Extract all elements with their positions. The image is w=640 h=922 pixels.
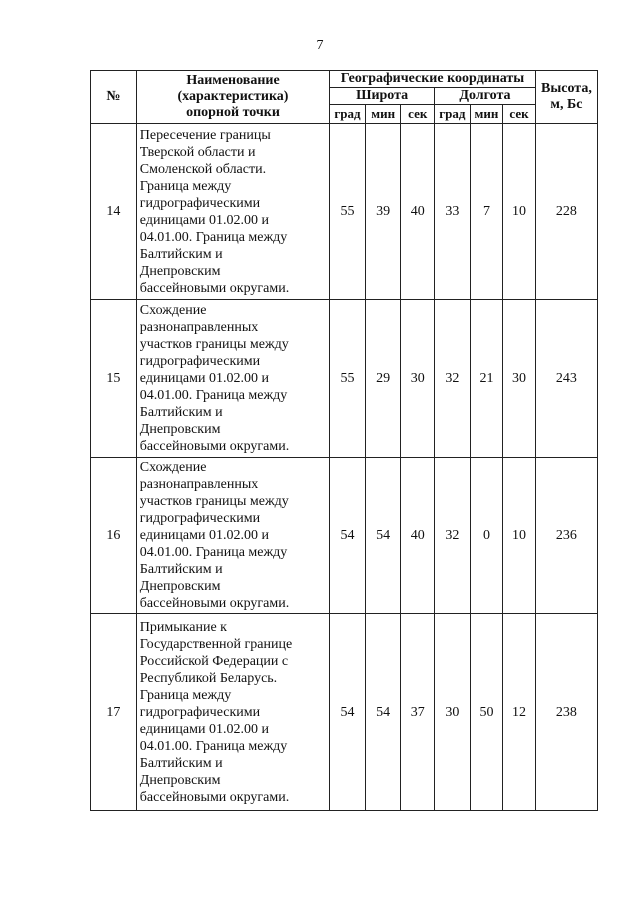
- cell-lat-min: 54: [365, 614, 401, 811]
- header-geo-coordinates: Географические координаты: [330, 71, 536, 88]
- cell-height: 243: [535, 300, 597, 458]
- description-line: бассейновыми округами.: [139, 439, 290, 454]
- description-line: Днепровским: [139, 772, 221, 788]
- row-description: [136, 124, 329, 300]
- description-line: Балтийским и: [139, 246, 223, 262]
- cell-lat-sec: 40: [401, 458, 435, 614]
- header-height-line: Высота,: [540, 81, 592, 96]
- header-unit: сек: [401, 105, 435, 124]
- description-line: единицами 01.02.00 и: [139, 371, 269, 386]
- description-line: Пересечение границы: [139, 127, 271, 143]
- description-line: 04.01.00. Граница между: [139, 545, 288, 560]
- description-line: 04.01.00. Граница между: [139, 738, 288, 754]
- description-line: Республикой Беларусь.: [139, 670, 278, 686]
- cell-lat-sec: 40: [401, 124, 435, 300]
- description-line: Государственной границе: [139, 636, 293, 652]
- description-line: единицами 01.02.00 и: [139, 212, 269, 228]
- description-line: Днепровским: [139, 422, 221, 437]
- row-description: [136, 614, 329, 811]
- description-line: Схождение: [139, 460, 207, 475]
- description-line: Днепровским: [139, 579, 221, 594]
- description-line: участков границы между: [139, 337, 289, 352]
- cell-lat-deg: 54: [330, 458, 366, 614]
- cell-lon-deg: 32: [435, 458, 471, 614]
- cell-height: 236: [535, 458, 597, 614]
- cell-lon-sec: 10: [503, 458, 536, 614]
- cell-lon-min: 7: [470, 124, 503, 300]
- cell-height: 238: [535, 614, 597, 811]
- cell-lon-deg: 30: [435, 614, 471, 811]
- header-height-line: м, Бс: [550, 97, 583, 112]
- description-line: Примыкание к: [139, 619, 227, 635]
- cell-lon-sec: 10: [503, 124, 536, 300]
- cell-lat-min: 39: [365, 124, 401, 300]
- table-row: [91, 124, 598, 300]
- description-line: Балтийским и: [139, 405, 223, 420]
- row-number: 15: [91, 300, 137, 458]
- description-line: Днепровским: [139, 263, 221, 279]
- cell-lon-min: 50: [470, 614, 503, 811]
- table-row: [91, 614, 598, 811]
- description-line: участков границы между: [139, 494, 289, 509]
- description-line: 04.01.00. Граница между: [139, 388, 288, 403]
- description-line: единицами 01.02.00 и: [139, 528, 269, 543]
- coordinates-table: [90, 70, 598, 811]
- table-row: [91, 458, 598, 614]
- description-line: гидрографическими: [139, 511, 261, 526]
- description-line: бассейновыми округами.: [139, 280, 290, 296]
- description-line: Тверской области и: [139, 144, 256, 160]
- row-description: [136, 300, 329, 458]
- description-line: гидрографическими: [139, 704, 261, 720]
- header-name-line: Наименование: [186, 73, 280, 88]
- cell-height: 228: [535, 124, 597, 300]
- cell-lat-min: 54: [365, 458, 401, 614]
- cell-lon-deg: 33: [435, 124, 471, 300]
- header-name-line: (характеристика): [177, 89, 289, 104]
- description-line: Российской Федерации с: [139, 653, 289, 669]
- header-height: [535, 71, 597, 124]
- description-line: гидрографическими: [139, 195, 261, 211]
- page-number: 7: [316, 38, 324, 53]
- description-line: разнонаправленных: [139, 477, 259, 492]
- header-unit: град: [330, 105, 366, 124]
- row-number: 14: [91, 124, 137, 300]
- header-name: [136, 71, 329, 124]
- description-line: Балтийским и: [139, 562, 223, 577]
- description-line: Граница между: [139, 687, 232, 703]
- description-line: Схождение: [139, 303, 207, 318]
- header-unit: мин: [365, 105, 401, 124]
- description-line: Смоленской области.: [139, 161, 267, 177]
- cell-lat-min: 29: [365, 300, 401, 458]
- cell-lat-deg: 54: [330, 614, 366, 811]
- description-line: гидрографическими: [139, 354, 261, 369]
- cell-lon-deg: 32: [435, 300, 471, 458]
- cell-lon-sec: 30: [503, 300, 536, 458]
- header-unit: град: [435, 105, 471, 124]
- cell-lat-deg: 55: [330, 124, 366, 300]
- cell-lon-min: 0: [470, 458, 503, 614]
- description-line: 04.01.00. Граница между: [139, 229, 288, 245]
- row-number: 17: [91, 614, 137, 811]
- description-line: Граница между: [139, 178, 232, 194]
- description-line: Балтийским и: [139, 755, 223, 771]
- cell-lat-sec: 37: [401, 614, 435, 811]
- row-description: [136, 458, 329, 614]
- description-line: бассейновыми округами.: [139, 789, 290, 805]
- description-line: бассейновыми округами.: [139, 596, 290, 611]
- cell-lat-sec: 30: [401, 300, 435, 458]
- description-line: разнонаправленных: [139, 320, 259, 335]
- header-latitude: Широта: [330, 88, 435, 105]
- header-unit: сек: [503, 105, 536, 124]
- cell-lon-sec: 12: [503, 614, 536, 811]
- row-number: 16: [91, 458, 137, 614]
- table-row: [91, 300, 598, 458]
- header-longitude: Долгота: [435, 88, 536, 105]
- header-number: №: [91, 71, 137, 124]
- header-unit: мин: [470, 105, 503, 124]
- cell-lat-deg: 55: [330, 300, 366, 458]
- header-name-line: опорной точки: [186, 105, 280, 120]
- description-line: единицами 01.02.00 и: [139, 721, 269, 737]
- cell-lon-min: 21: [470, 300, 503, 458]
